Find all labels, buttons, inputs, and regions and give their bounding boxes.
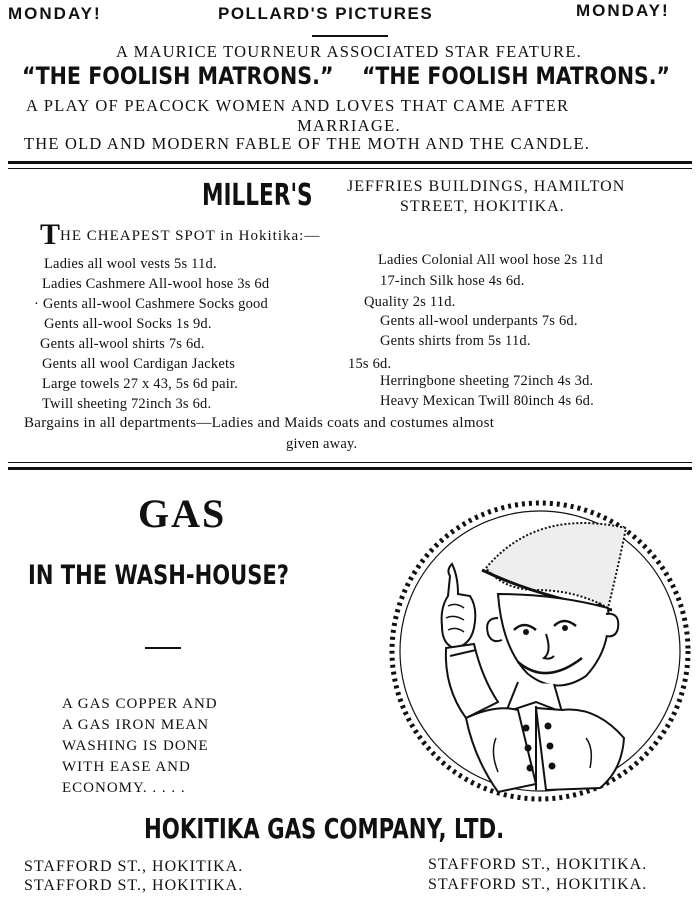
title-underline xyxy=(312,35,388,37)
divider-1b xyxy=(8,168,692,169)
drop-cap: T xyxy=(40,218,61,251)
gas-short-rule xyxy=(145,647,181,649)
address-left-2: STAFFORD ST., HOKITIKA. xyxy=(24,877,244,894)
feature-right-wrap xyxy=(362,62,698,90)
gas-body-line: A GAS IRON MEAN xyxy=(62,717,210,733)
gas-subhead: IN THE WASH-HOUSE? xyxy=(28,560,290,591)
smiling-boy-icon xyxy=(386,498,694,804)
pollards-tagline-3: THE OLD AND MODERN FABLE OF THE MOTH AND THE CANDLE. xyxy=(24,134,591,153)
right-item: Quality 2s 11d. xyxy=(364,294,456,310)
gas-body-line: WITH EASE AND xyxy=(62,759,191,775)
millers-name: MILLER'S xyxy=(202,178,313,213)
left-item: Large towels 27 x 43, 5s 6d pair. xyxy=(42,376,239,392)
pollards-tagline-2: MARRIAGE. xyxy=(297,116,401,135)
left-item: Ladies all wool vests 5s 11d. xyxy=(44,256,217,272)
gas-body-line: WASHING IS DONE xyxy=(62,738,209,754)
left-item: Gents all-wool Socks 1s 9d. xyxy=(44,316,212,332)
gas-body-line: A GAS COPPER AND xyxy=(62,696,218,712)
monday-right: MONDAY! xyxy=(576,1,670,20)
divider-2 xyxy=(8,467,692,470)
right-item: Heavy Mexican Twill 80inch 4s 6d. xyxy=(380,393,594,409)
feature-left-wrap xyxy=(22,62,384,90)
pollards-tagline-1: A PLAY OF PEACOCK WOMEN AND LOVES THAT CAME AFTER xyxy=(26,96,570,115)
divider-1 xyxy=(8,161,692,164)
right-item: 17-inch Silk hose 4s 6d. xyxy=(380,273,525,289)
right-item: Gents all-wool underpants 7s 6d. xyxy=(380,313,578,329)
address-right-2: STAFFORD ST., HOKITIKA. xyxy=(428,876,648,893)
left-item: Twill sheeting 72inch 3s 6d. xyxy=(42,396,212,412)
address-left-1: STAFFORD ST., HOKITIKA. xyxy=(24,858,244,875)
gas-subhead-wrap xyxy=(28,560,363,591)
millers-address-1: JEFFRIES BUILDINGS, HAMILTON xyxy=(347,178,626,195)
pollards-presenter: A MAURICE TOURNEUR ASSOCIATED STAR FEATURE. xyxy=(116,42,582,61)
left-item: Ladies Cashmere All-wool hose 3s 6d xyxy=(42,276,270,292)
millers-intro xyxy=(40,218,320,252)
pollards-title: POLLARD'S PICTURES xyxy=(218,4,434,23)
right-item: Herringbone sheeting 72inch 4s 3d. xyxy=(380,373,594,389)
bargains-line-1: Bargains in all departments—Ladies and Maids coats and costumes almost xyxy=(24,415,495,431)
right-item: Ladies Colonial All wool hose 2s 11d xyxy=(378,252,603,268)
address-right-1: STAFFORD ST., HOKITIKA. xyxy=(428,856,648,873)
left-item: Gents all wool Cardigan Jackets xyxy=(42,356,236,372)
millers-address-2: STREET, HOKITIKA. xyxy=(400,198,565,215)
monday-left: MONDAY! xyxy=(8,4,102,23)
left-item: · Gents all-wool Cashmere Socks good xyxy=(34,296,268,312)
right-item: 15s 6d. xyxy=(348,356,392,372)
gas-body-line: ECONOMY. . . . . xyxy=(62,780,186,796)
bargains-line-2: given away. xyxy=(286,436,358,452)
right-item: Gents shirts from 5s 11d. xyxy=(380,333,531,349)
gas-headline: GAS xyxy=(138,491,227,536)
intro-text: HE CHEAPEST SPOT in Hokitika:— xyxy=(60,228,321,244)
left-item: Gents all-wool shirts 7s 6d. xyxy=(40,336,205,352)
feature-title-right: “THE FOOLISH MATRONS.” xyxy=(362,62,670,90)
millers-name-wrap xyxy=(202,178,356,213)
divider-2a xyxy=(8,462,692,463)
gas-company: HOKITIKA GAS COMPANY, LTD. xyxy=(144,812,505,845)
feature-title-left: “THE FOOLISH MATRONS.” xyxy=(22,62,334,90)
gas-company-wrap xyxy=(144,812,618,845)
